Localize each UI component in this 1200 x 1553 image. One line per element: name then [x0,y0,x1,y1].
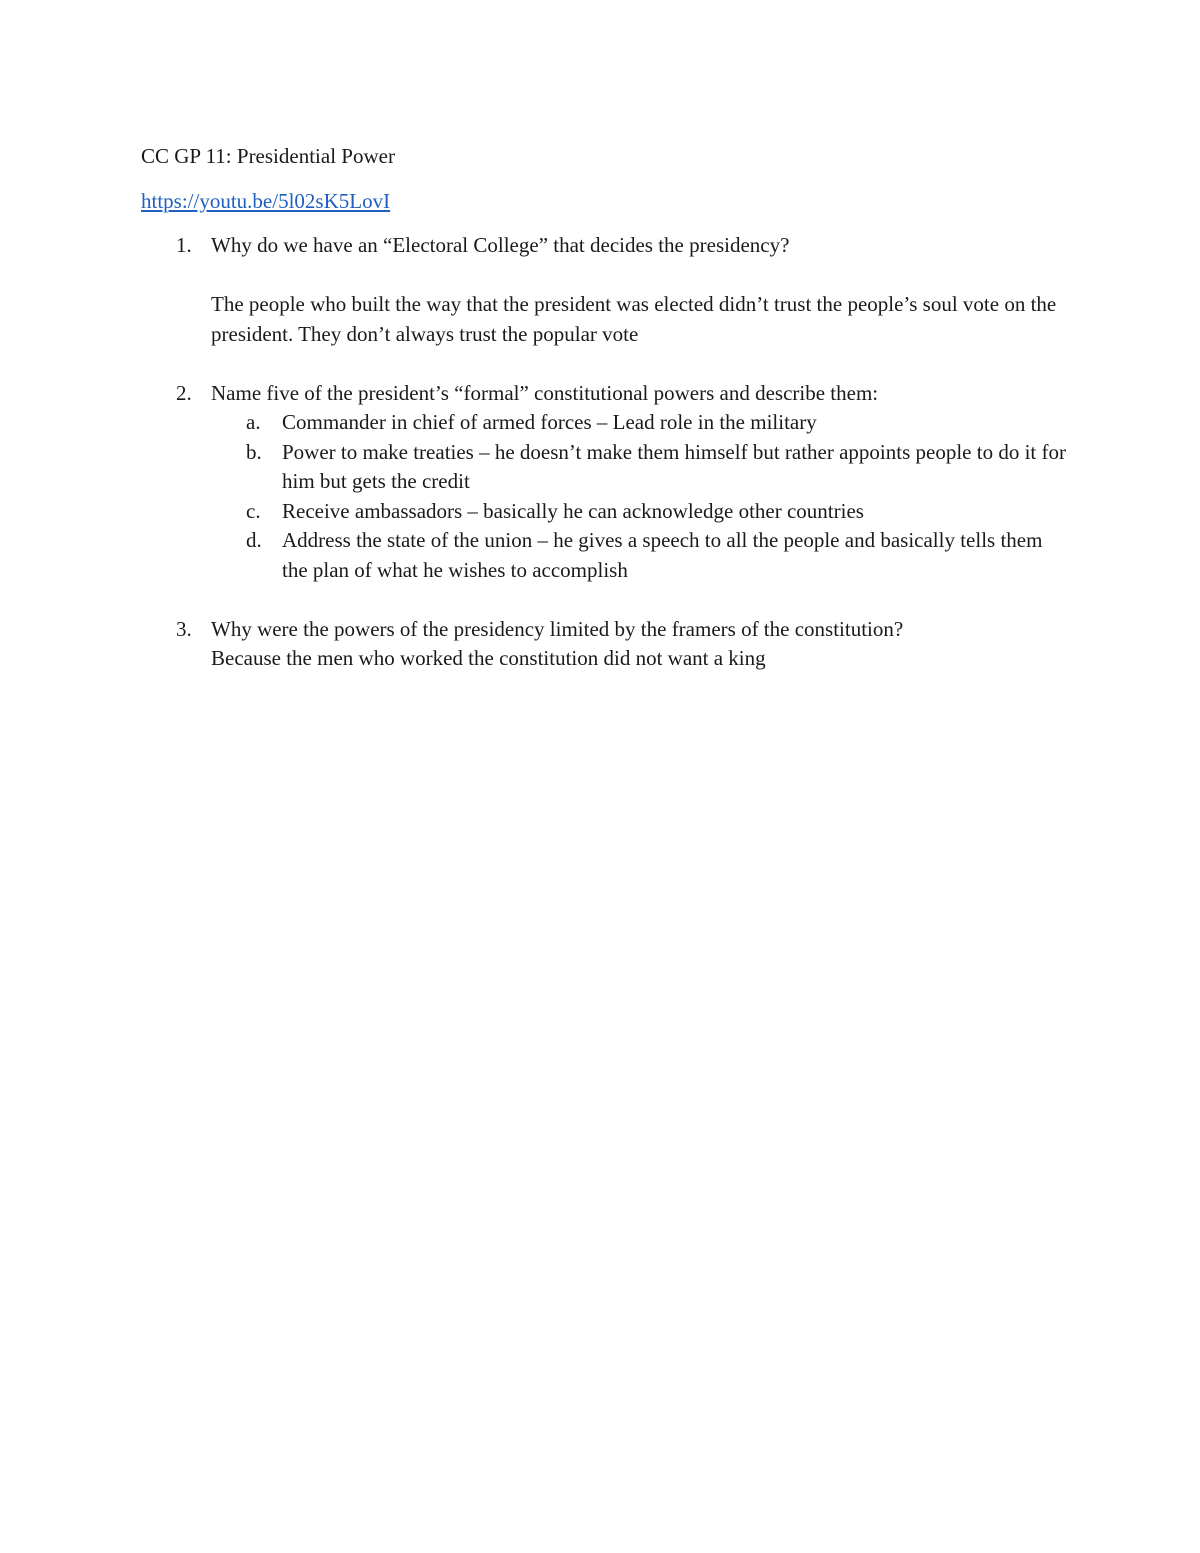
sub-item-a [141,408,1071,438]
sub-item-b [141,438,1071,497]
video-link[interactable]: https://youtu.be/5l02sK5LovI [141,188,391,213]
answer-text: Because the men who worked the constitution did not want a king [211,646,766,670]
sub-item-text: Power to make treaties – he doesn’t make them himself but rather appoints people to do it for him but gets the credit [282,439,1066,493]
answer-text: The people who built the way that the president was elected didn’t trust the people’s soul vote on the president. They don’t always trust the popular vote [211,292,1057,346]
sub-item-text: Receive ambassadors – basically he can acknowledge other countries [282,498,864,523]
link-line [141,187,1071,217]
question-number: 1. [176,233,192,257]
sub-item-letter: b. [246,439,262,464]
question-text: Why do we have an “Electoral College” that decides the presidency? [211,233,790,257]
question-number: 3. [176,616,192,641]
document-body [141,142,1071,674]
sub-item-d [141,526,1071,585]
sub-list [211,408,1071,585]
document-title: CC GP 11: Presidential Power [141,144,395,168]
question-item-2 [141,379,1071,586]
sub-item-letter: c. [246,498,261,523]
question-item-1 [141,231,1071,349]
sub-item-text: Address the state of the union – he gives a speech to all the people and basically tells them the plan of what he wishes to accomplish [282,528,1043,582]
question-text: Name five of the president’s “formal” constitutional powers and describe them: [211,380,879,405]
sub-item-letter: a. [246,410,261,434]
question-number: 2. [176,380,192,405]
question-text: Why were the powers of the presidency limited by the framers of the constitution? [211,616,904,641]
question-list [141,231,1071,674]
sub-item-c [141,497,1071,527]
sub-item-text: Commander in chief of armed forces – Lead role in the military [282,410,817,434]
sub-item-letter: d. [246,528,262,552]
question-item-3 [141,615,1071,674]
